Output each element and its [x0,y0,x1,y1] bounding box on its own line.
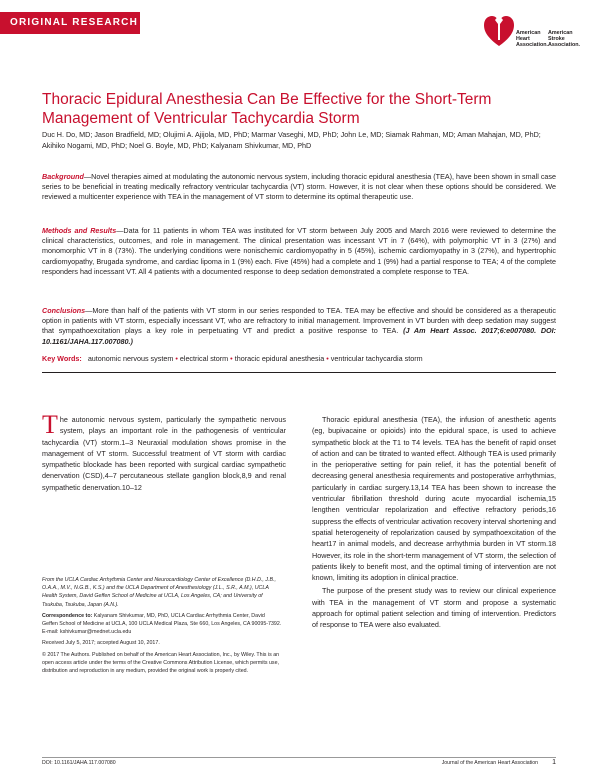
body-paragraph: Thoracic epidural anesthesia (TEA), the infusion of anesthetic agents (eg, bupivacaine or opioids) into the epidural space, is used to achieve sympathetic block at the T1 to T4 levels. TEA has the benefit of rapid onset of action and can be titrated to wanted effect. Although TEA is used primarily in the perioperative setting for pain relief, it has the potential benefit of decreasing general anesthesia requirements and postoperative arrhythmias, particularly in cardiac surgery.13,14 TEA has been shown to increase the ventricular fibrillation threshold during acute myocardial ischemia,15 lengthen ventricular repolarization and effective refractory periods,16 suppress the effects of ventricular activation recovery interval shortening and spatial heterogeneity of repolarization caused by sympathoexcitation of the heart17 in animal models, and decrease arrhythmia burden in VT storm.18 However, its role in the short-term management of VT storm, the selection of patients likely to benefit most, and the optimal timing of intervention are not known, limiting its adoption in clinical practice. [312,415,556,583]
abstract-conclusions: Conclusions—More than half of the patients with VT storm in our series responded to TEA. TEA may be effective and should be considered as a therapeutic option in patients with VT storm, especially incessant VT, who are refractory to initial management. Improvement in VT burden with deep sedation may suggest that sympathoexcitation plays a key role in perpetuating VT and predict a positive response to TEA. (J Am Heart Assoc. 2017;6:e007080. DOI: 10.1161/JAHA.117.007080.) [42,306,557,346]
affiliations: From the UCLA Cardiac Arrhythmia Center and Neurocardiology Center of Excellence (D.H.D., J.B., O.A.A., M.V., N.G.B., K.S.) and the UCLA Department of Anesthesiology (J.L., S.R., A.M.), UCLA Health System, David Geffen School of Medicine at UCLA, Los Angeles, CA; and University of Tsukuba, Tsukuba, Japan (A.N.). [42,577,276,608]
abstract-methods: Methods and Results—Data for 11 patients in whom TEA was instituted for VT storm between July 2005 and March 2016 were reviewed to determine the clinical characteristics, outcomes, and role in management. The clinical presentation was incessant VT in 7 (64%), with polymorphic VT in 3 (27%) and monomorphic VT in 8 (73%). The underlying conditions were nonischemic cardiomyopathy in 5 (45%), ischemic cardiomyopathy in 3 (27%), and hypertrophic cardiomyopathy, Brugada syndrome, and cardiac lipoma in 1 (9%) each. Five (45%) had a complete and 1 (9%) had a partial response to TEA; 4 of the complete responders had incessant VT. All 4 patients with a documented response to deep sedation demonstrated a complete response to TEA. [42,226,556,276]
logo-text-aha: American Heart Association. [516,30,549,48]
keywords-label: Key Words: [42,354,82,363]
logo-text-asa: American Stroke Association. [548,30,581,48]
drop-cap: T [42,410,58,439]
keyword: autonomic nervous system [87,354,174,363]
heart-torch-icon [482,10,516,50]
body-right-column [312,414,556,631]
citation: (J Am Heart Assoc. 2017;6:e007080. DOI: 10.1161/JAHA.117.007080.) [42,326,557,346]
abstract-background-heading: Background [42,172,84,181]
footer-journal: Journal of the American Heart Association [441,760,538,766]
correspondence: Correspondence to: Kalyanam Shivkumar, MD, PhD, UCLA Cardiac Arrhythmia Center, David Geffen School of Medicine at UCLA, 100 UCLA Medical Plaza, Ste 660, Los Angeles, CA 90095-7392. E-mail: kshivkumar@mednet.ucla.edu [42,612,282,636]
keyword: ventricular tachycardia storm [330,354,423,363]
divider [42,372,556,373]
section-tag: ORIGINAL RESEARCH [0,12,140,34]
abstract-background: Background—Novel therapies aimed at modulating the autonomic nervous system, including thoracic epidural anesthesia (TEA), have been shown in small case series to be beneficial in treating medically refractory ventricular tachycardia (VT) storm. However, it is not clear when these options should be considered. We reviewed a multicenter experience with TEA in the management of VT storm to determine its optimal therapeutic use. [42,172,556,202]
abstract-methods-heading: Methods and Results [42,226,117,235]
abstract-conclusions-heading: Conclusions [42,306,86,315]
footer-rule [42,757,556,758]
publisher-logo [482,10,582,56]
front-matter-notes [42,576,282,678]
keyword: electrical storm [179,354,229,363]
body-left-column: The autonomic nervous system, particularly the sympathetic nervous system, plays an important role in the pathogenesis of ventricular tachycardia (VT) storm.1–3 Neuraxial modulation shows promise in the management of VT storm. Successful treatment of VT storm with cardiac sympathetic blockade has been reported with surgical cardiac sympathetic denervation (CSD),4–7 percutaneous stellate ganglion block,8,9 and renal sympathetic denervation.10–12 [42,410,286,492]
author-list: Duc H. Do, MD; Jason Bradfield, MD; Olujimi A. Ajijola, MD, PhD; Marmar Vaseghi, MD, PhD; John Le, MD; Siamak Rahman, MD; Aman Mahajan, MD, PhD; Akihiko Nogami, MD, PhD; Noel G. Boyle, MD, PhD; Kalyanam Shivkumar, MD, PhD [42,130,541,150]
body-paragraph: The purpose of the present study was to review our clinical experience with TEA in the management of VT storm and propose a systematic approach for optimal patient selection and timing of intervention. Predictors of response to TEA were also evaluated. [312,586,556,630]
keywords: Key Words: autonomic nervous system • electrical storm • thoracic epidural anesthesia • ventricular tachycardia storm [42,354,423,363]
keyword: thoracic epidural anesthesia [234,354,325,363]
footer-doi: DOI: 10.1161/JAHA.117.007080 [42,760,116,766]
page-number: 1 [552,759,556,766]
license: © 2017 The Authors. Published on behalf of the American Heart Association, Inc., by Wiley. This is an open access article under the terms of the Creative Commons Attribution License, which permits use, distribution and reproduction in any medium, provided the original work is properly cited. [42,651,280,675]
received-dates: Received July 5, 2017; accepted August 10, 2017. [42,640,160,647]
article-title: Thoracic Epidural Anesthesia Can Be Effective for the Short-Term Management of Ventricular Tachycardia Storm [42,91,492,127]
